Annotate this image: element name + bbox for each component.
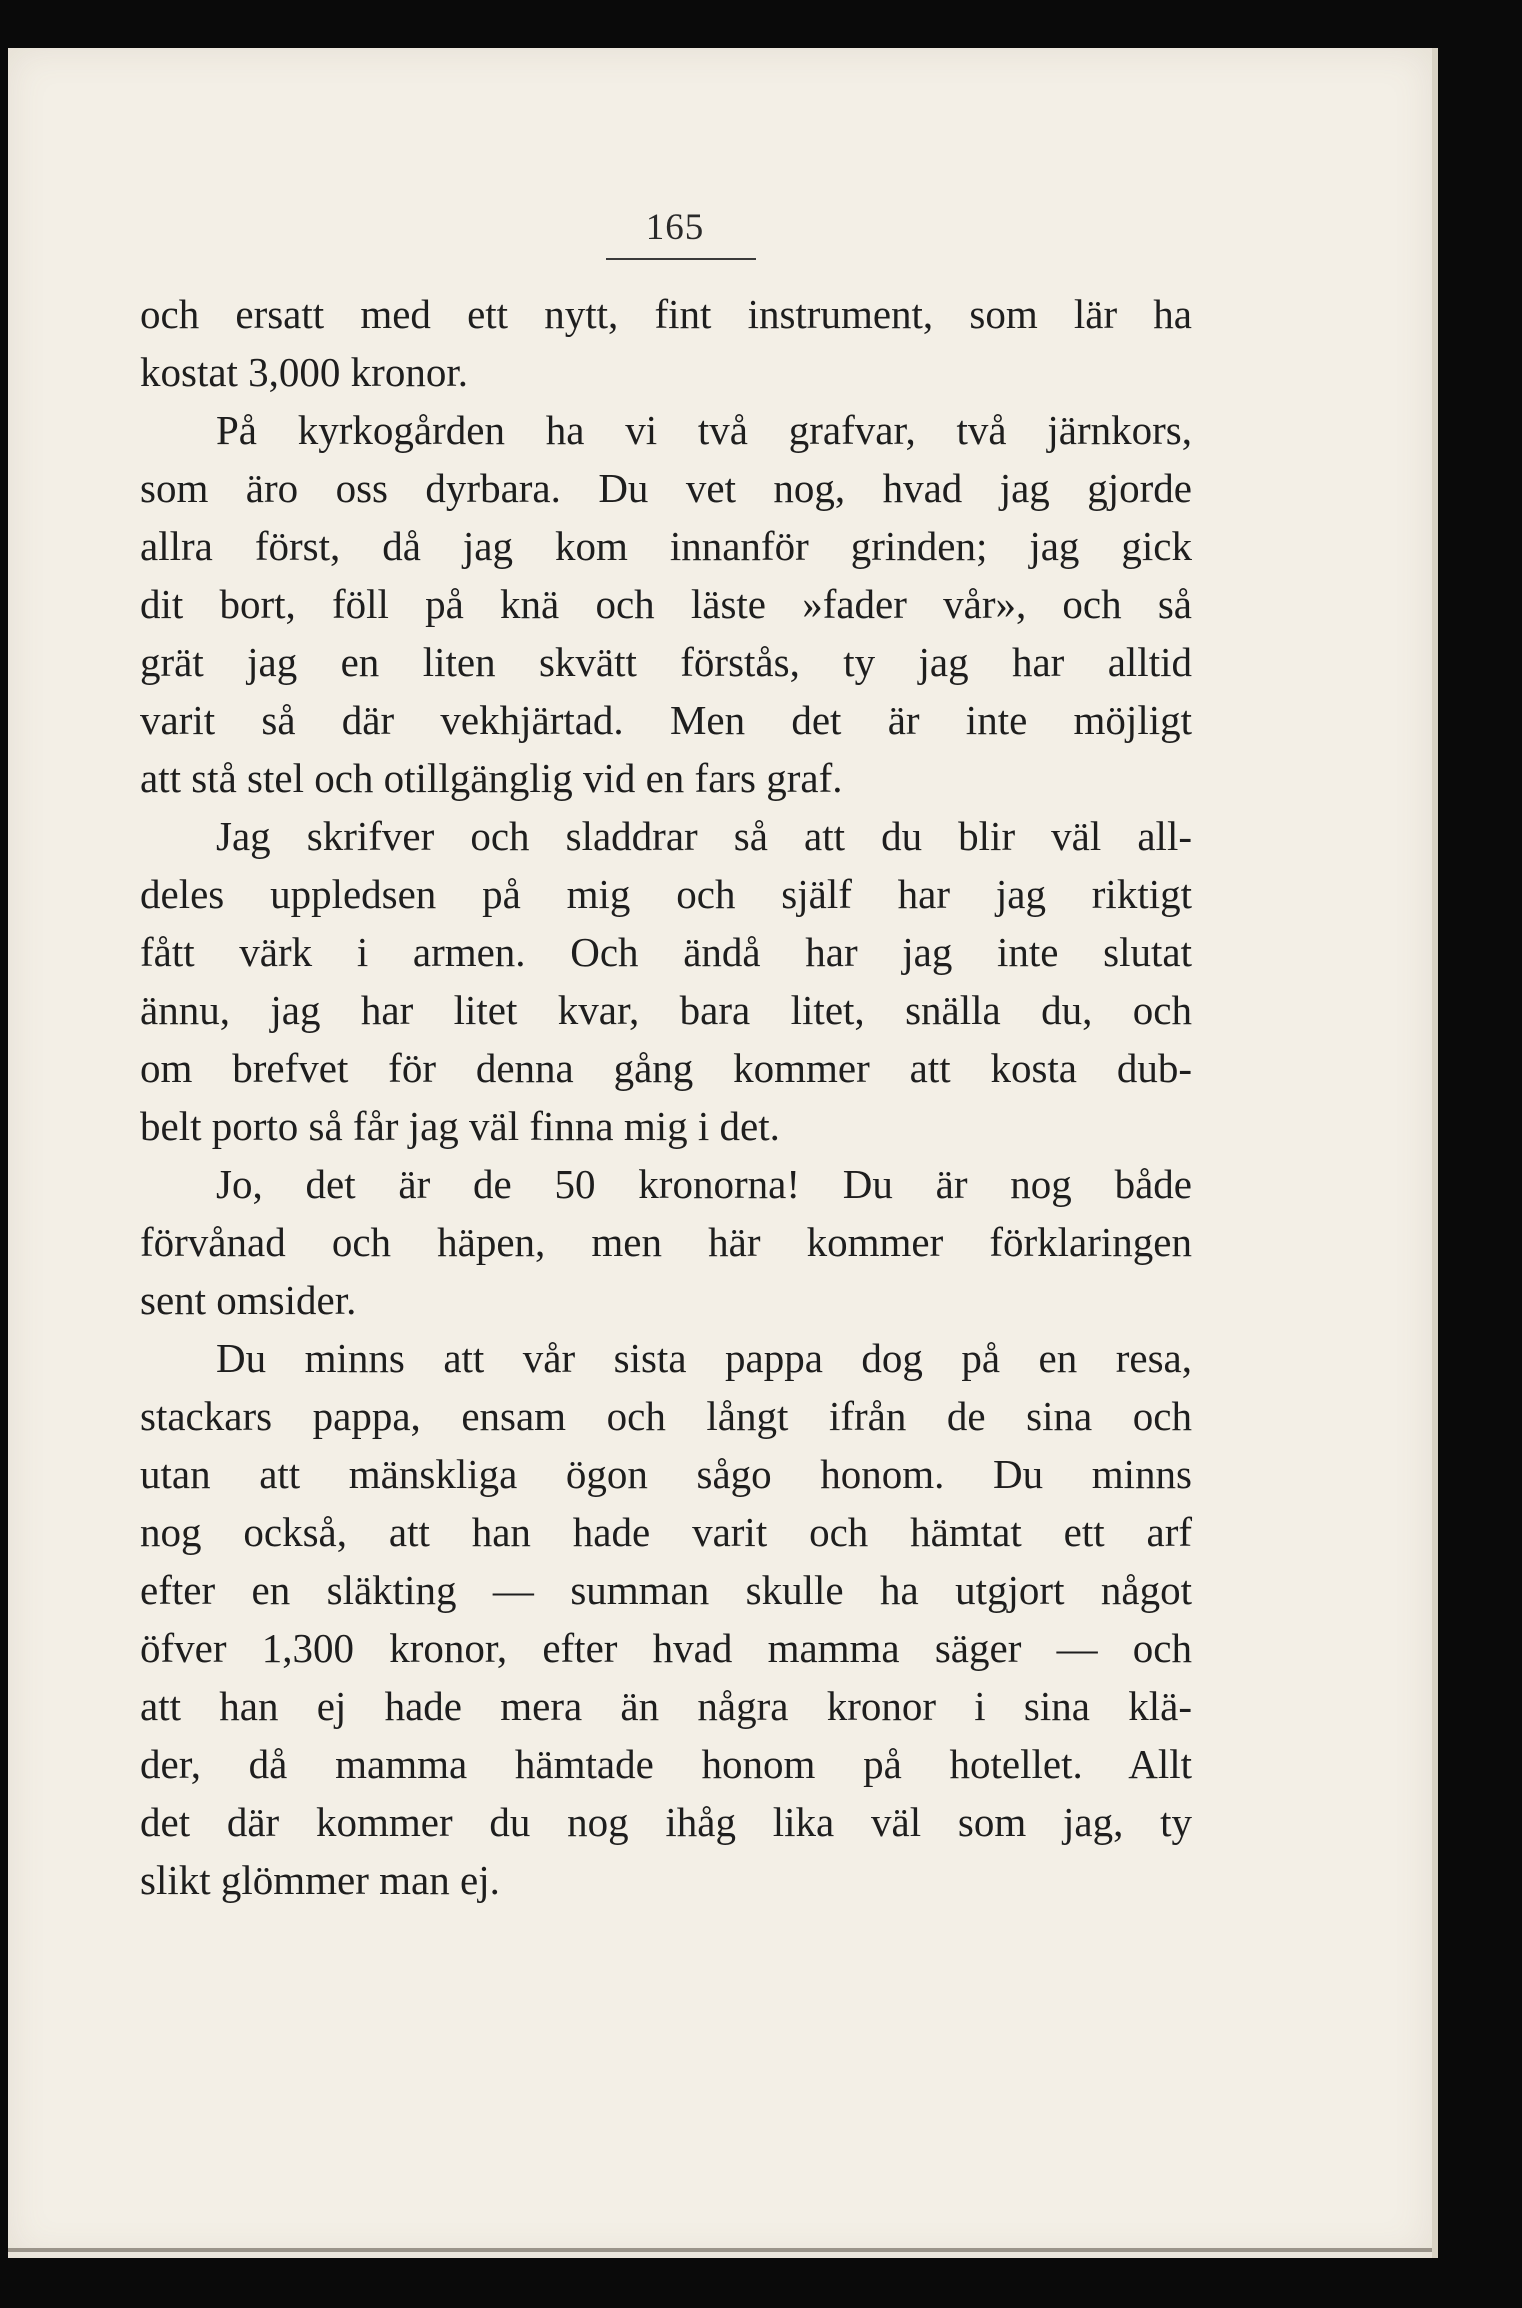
text-line: att han ej hade mera än några kronor i sina klä- [140,1683,1192,1729]
text-line: ännu, jag har litet kvar, bara litet, snälla du, och [140,987,1192,1033]
text-line: På kyrkogården ha vi två grafvar, två järnkors, [216,407,1192,453]
body-text [140,285,1192,1909]
text-line: allra först, då jag kom innanför grinden; jag gick [140,523,1192,569]
text-line: grät jag en liten skvätt förstås, ty jag har alltid [140,639,1192,685]
text-line: deles uppledsen på mig och själf har jag riktigt [140,871,1192,917]
text-line: nog också, att han hade varit och hämtat ett arf [140,1509,1192,1555]
text-line: Jag skrifver och sladdrar så att du blir väl all- [216,813,1192,859]
page-edge [1432,48,1438,2258]
text-line: öfver 1,300 kronor, efter hvad mamma säger — och [140,1625,1192,1671]
text-line: belt porto så får jag väl finna mig i det. [140,1103,780,1149]
text-line: slikt glömmer man ej. [140,1857,500,1903]
text-line: och ersatt med ett nytt, fint instrument, som lär ha [140,291,1192,337]
text-line: att stå stel och otillgänglig vid en fars graf. [140,755,843,801]
page-number-rule [606,258,756,260]
text-line: det där kommer du nog ihåg lika väl som jag, ty [140,1799,1192,1845]
text-line: efter en släkting — summan skulle ha utgjort något [140,1567,1192,1613]
text-line: Du minns att vår sista pappa dog på en resa, [216,1335,1192,1381]
text-line: varit så där vekhjärtad. Men det är inte möjligt [140,697,1192,743]
text-line: om brefvet för denna gång kommer att kosta dub- [140,1045,1192,1091]
text-line: förvånad och häpen, men här kommer förklaringen [140,1219,1192,1265]
text-line: kostat 3,000 kronor. [140,349,468,395]
page-number: 165 [645,207,705,248]
bottom-edge-line [8,2248,1432,2252]
text-line: der, då mamma hämtade honom på hotellet. Allt [140,1741,1192,1787]
text-line: dit bort, föll på knä och läste »fader vår», och så [140,581,1192,627]
text-line: stackars pappa, ensam och långt ifrån de sina och [140,1393,1192,1439]
text-line: utan att mänskliga ögon sågo honom. Du minns [140,1451,1192,1497]
text-line: Jo, det är de 50 kronorna! Du är nog både [216,1161,1192,1207]
text-line: sent omsider. [140,1277,357,1323]
text-line: som äro oss dyrbara. Du vet nog, hvad jag gjorde [140,465,1192,511]
text-line: fått värk i armen. Och ändå har jag inte slutat [140,929,1192,975]
